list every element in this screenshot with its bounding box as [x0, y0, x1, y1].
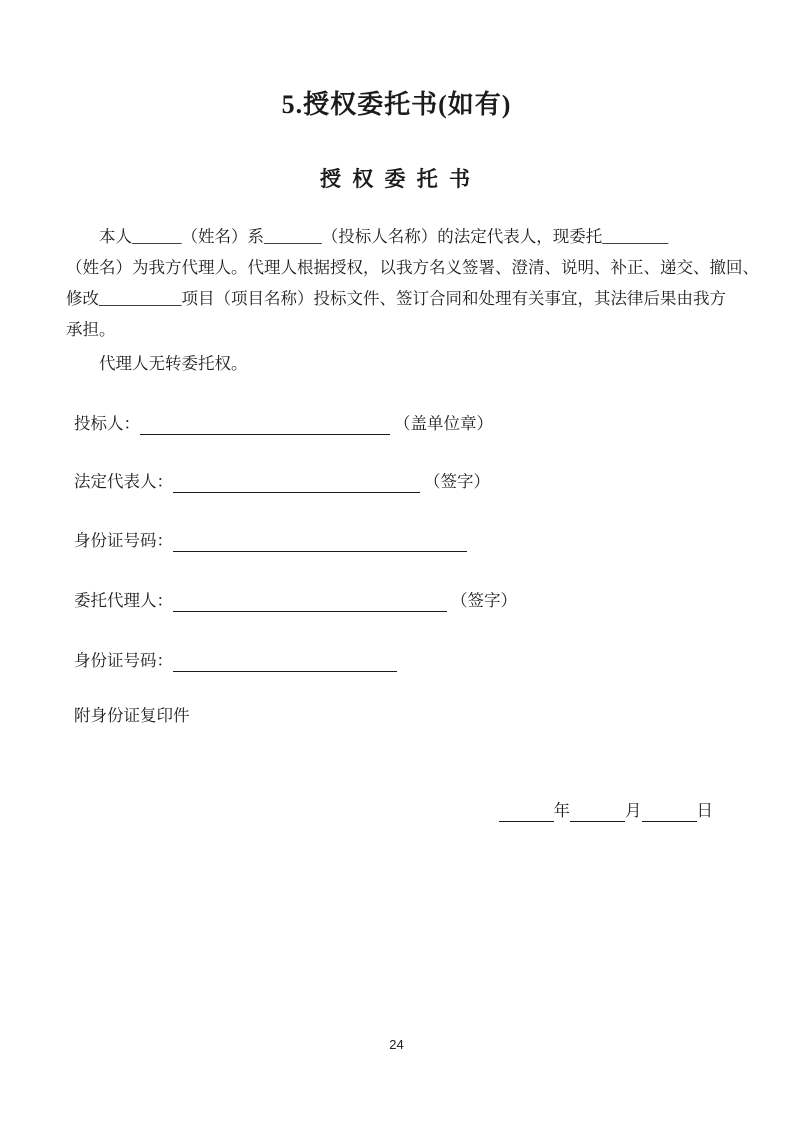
date-year-blank[interactable] — [499, 805, 554, 822]
month-label: 月 — [625, 801, 642, 820]
bidder-row — [74, 410, 493, 434]
attachment-note: 附身份证复印件 — [74, 706, 190, 725]
year-label: 年 — [553, 801, 570, 820]
authorized-agent-blank[interactable] — [173, 595, 447, 612]
date-month-blank[interactable] — [570, 805, 625, 822]
legal-representative-blank[interactable] — [173, 476, 420, 493]
authorized-agent-signature-note: （签字） — [451, 591, 517, 610]
paragraph-line-4: 承担。 — [66, 320, 116, 339]
legal-representative-signature-note: （签字） — [424, 472, 490, 491]
paragraph-line-3: 修改__________项目（项目名称）投标文件、签订合同和处理有关事宜，其法律后果由我方 — [66, 289, 726, 308]
id-number-1-label: 身份证号码： — [74, 531, 173, 550]
authorization-paragraph — [66, 221, 759, 379]
document-title: 授 权 委 托 书 — [320, 167, 473, 191]
section-title: 5.授权委托书(如有) — [281, 90, 512, 119]
bidder-name-blank[interactable] — [140, 418, 390, 435]
legal-representative-row — [74, 468, 490, 492]
date-line — [0, 797, 713, 821]
id-number-2-blank[interactable] — [173, 655, 397, 672]
authorized-agent-row — [74, 587, 517, 611]
date-day-blank[interactable] — [642, 805, 697, 822]
id-number-2-label: 身份证号码： — [74, 651, 173, 670]
id-number-row-1 — [74, 527, 467, 551]
no-sub-delegation-note: 代理人无转委托权。 — [99, 354, 248, 373]
bidder-seal-note: （盖单位章） — [394, 414, 493, 433]
page-number: 24 — [389, 1037, 404, 1052]
day-label: 日 — [696, 801, 713, 820]
bidder-label: 投标人： — [74, 414, 140, 433]
legal-representative-label: 法定代表人： — [74, 472, 173, 491]
authorized-agent-label: 委托代理人： — [74, 591, 173, 610]
id-number-row-2 — [74, 647, 397, 671]
id-number-1-blank[interactable] — [173, 535, 467, 552]
paragraph-line-1: 本人______（姓名）系_______（投标人名称）的法定代表人，现委托________ — [99, 227, 669, 246]
paragraph-line-2: （姓名）为我方代理人。代理人根据授权，以我方名义签署、澄清、说明、补正、递交、撤回、 — [66, 258, 759, 277]
